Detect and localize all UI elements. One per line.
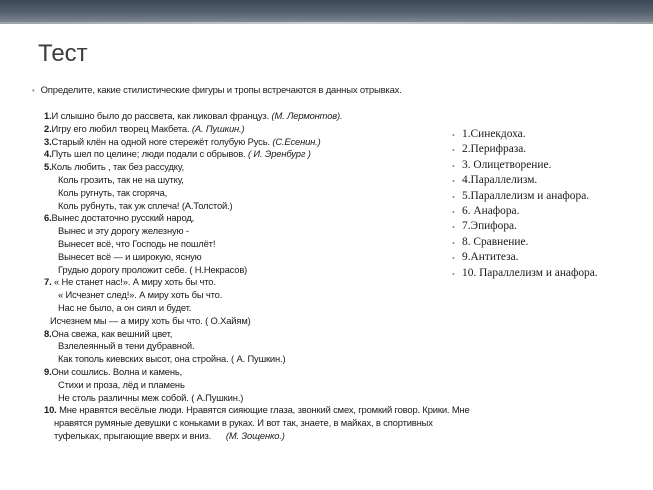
answer-text: 2.Перифраза. — [462, 143, 527, 156]
excerpt-7-line: « Исчезнет след!». А миру хоть бы что. — [58, 289, 223, 301]
excerpt-number: 6. — [44, 212, 52, 224]
slide-title: Тест — [38, 40, 88, 67]
excerpt-text: Она свежа, как вешний цвет, — [51, 327, 173, 339]
answer-item — [452, 220, 622, 235]
excerpt-author: ( И. Эренбург ) — [247, 148, 311, 160]
excerpt-text: нравятся румяные девушки с коньками в руках. И вот так, знаете, в майках, в спортивных — [54, 417, 433, 429]
bullet-icon: • — [452, 207, 455, 217]
answer-item — [452, 128, 622, 143]
excerpt-8-line: Взлелеянный в тени дубравной. — [58, 340, 195, 352]
answer-text: 9.Антитеза. — [462, 251, 519, 264]
excerpt-text: И слышно было до рассвета, как ликовал француз. — [51, 110, 272, 121]
answer-text: 7.Эпифора. — [462, 220, 517, 233]
answer-text: 5.Параллелизм и анафора. — [462, 189, 590, 202]
excerpt-text: Грудью дорогу проложит себе. — [58, 263, 190, 275]
excerpt-text: Как тополь киевских высот, она стройна. — [58, 353, 232, 365]
excerpt-1 — [44, 110, 604, 123]
excerpt-text: Не столь различны меж собой. — [58, 391, 192, 403]
excerpt-text: Они сошлись. Волна и камень, — [51, 365, 183, 377]
excerpt-6-line: Вынес и эту дорогу железную - — [58, 225, 189, 237]
excerpt-5-line: Коль ругнуть, так сгоряча, — [58, 186, 168, 198]
excerpt-author: (С.Есенин.) — [272, 135, 321, 147]
bullet-icon: • — [452, 161, 455, 171]
excerpt-text: Исчезнем мы — а миру хоть бы что. — [50, 314, 206, 326]
answer-item — [452, 236, 622, 251]
excerpt-10 — [44, 404, 604, 442]
excerpt-author: (М. Зощенко.) — [225, 429, 285, 441]
answer-item — [452, 251, 622, 266]
excerpt-number: 4. — [44, 148, 52, 160]
bullet-icon: • — [32, 86, 35, 95]
excerpt-6-line: Вынесет всё, что Господь не пошлёт! — [58, 237, 216, 249]
excerpt-author: ( А. Пушкин.) — [231, 353, 286, 365]
excerpt-number: 1. — [44, 110, 52, 121]
bullet-icon: • — [452, 269, 455, 279]
instruction — [32, 85, 552, 96]
answer-item — [452, 174, 622, 189]
excerpt-text: Старый клён на одной ноге стережёт голубую Русь. — [51, 135, 273, 147]
excerpt-5-line: Коль грозить, так не на шутку, — [58, 173, 184, 185]
bullet-icon: • — [452, 192, 455, 202]
excerpt-author: (М. Лермонтов). — [271, 110, 343, 121]
excerpt-text: Вынес достаточно русский народ, — [51, 212, 195, 224]
excerpt-author: ( О.Хайям) — [205, 314, 251, 326]
bullet-icon: • — [452, 177, 455, 187]
excerpt-8 — [44, 328, 604, 341]
excerpt-9 — [44, 366, 604, 379]
answer-item — [452, 267, 622, 282]
answer-item — [452, 143, 622, 158]
instruction-text: Определите, какие стилистические фигуры и тропы встречаются в данных отрывках. — [40, 85, 402, 96]
excerpt-9-line: Стихи и проза, лёд и пламень — [58, 378, 185, 390]
excerpt-7-line — [44, 315, 604, 328]
excerpt-author: ( А.Пушкин.) — [191, 391, 244, 403]
answer-text: 1.Синекдоха. — [462, 128, 526, 140]
excerpt-number: 9. — [44, 365, 52, 377]
answer-item — [452, 190, 622, 205]
excerpt-text: « Не станет нас!». А миру хоть бы что. — [54, 276, 216, 288]
excerpt-text: туфельках, прыгающие вверх и вниз. — [54, 429, 212, 441]
excerpt-number: 10. — [44, 404, 57, 416]
excerpt-number: 7. — [44, 276, 52, 288]
answer-item — [452, 205, 622, 220]
excerpt-number: 2. — [44, 122, 52, 134]
excerpt-text: Коль рубнуть, так уж сплеча! — [58, 199, 182, 211]
bullet-icon: • — [452, 146, 455, 156]
answer-item — [452, 159, 622, 174]
bullet-icon: • — [452, 254, 455, 264]
excerpt-text: Путь шел по целине; люди подали с обрывов. — [51, 148, 248, 160]
answer-text: 8. Сравнение. — [462, 235, 529, 248]
bullet-icon: • — [452, 223, 455, 233]
answer-text: 3. Олицетворение. — [462, 158, 552, 171]
excerpt-number: 5. — [44, 161, 52, 173]
excerpt-8-line — [44, 353, 604, 366]
bullet-icon: • — [452, 131, 455, 140]
excerpt-author: ( Н.Некрасов) — [189, 263, 248, 275]
excerpt-6-line: Вынесет всё — и широкую, ясную — [58, 250, 202, 262]
excerpt-author: (А.Толстой.) — [181, 199, 233, 211]
excerpt-text: Коль любить , так без рассудку, — [51, 161, 184, 173]
excerpt-10-last-line — [44, 430, 594, 443]
excerpt-author: (А. Пушкин.) — [191, 122, 245, 134]
top-accent-line — [0, 22, 653, 24]
excerpt-text: Мне нравятся весёлые люди. Нравятся сияющие глаза, звонкий смех, громкий говор. Крики. Мне — [59, 404, 470, 416]
answer-text: 10. Параллелизм и анафора. — [462, 266, 598, 279]
answer-text: 4.Параллелизм. — [462, 174, 538, 187]
answer-text: 6. Анафора. — [462, 204, 520, 217]
excerpt-number: 3. — [44, 135, 52, 147]
excerpt-9-line — [44, 392, 604, 405]
top-decorative-band — [0, 0, 653, 22]
bullet-icon: • — [452, 238, 455, 248]
excerpt-text: Игру его любил творец Макбета. — [51, 122, 192, 134]
excerpt-7-line: Нас не было, а он сиял и будет. — [58, 301, 192, 313]
answers-list — [452, 128, 622, 282]
excerpt-number: 8. — [44, 327, 52, 339]
